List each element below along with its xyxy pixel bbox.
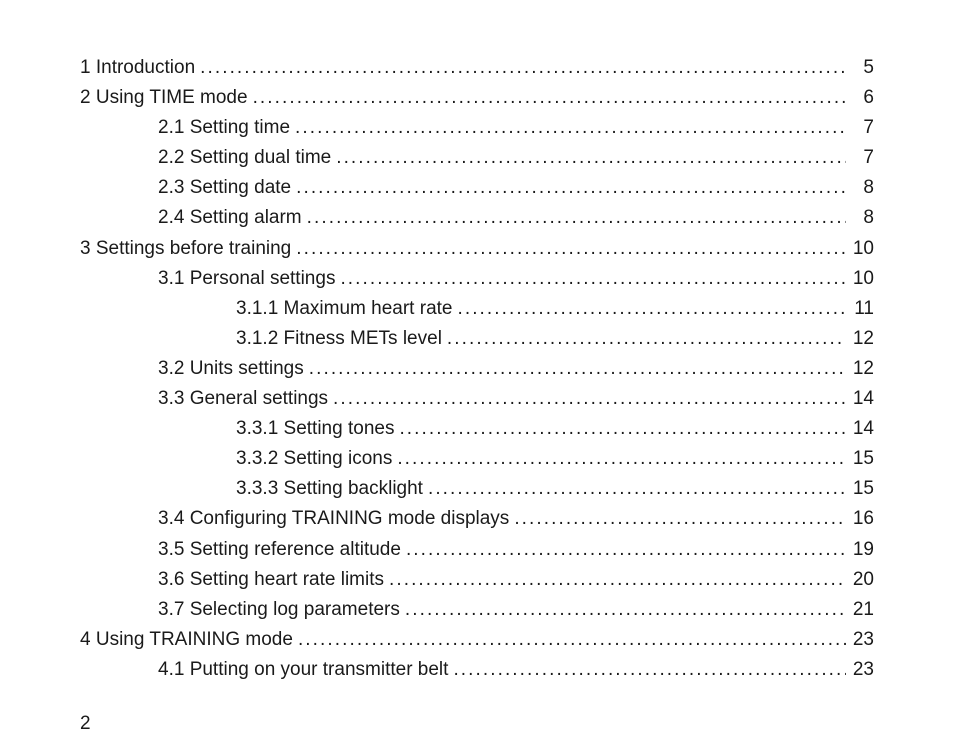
toc-dot-leader	[447, 324, 846, 354]
toc-entry-title: 3.3.3 Setting backlight	[236, 478, 423, 500]
toc-entry[interactable]	[80, 384, 874, 414]
toc-dot-leader	[428, 474, 846, 504]
toc-entry-page: 7	[863, 147, 874, 169]
toc-entry-title: 2.2 Setting dual time	[158, 147, 332, 169]
toc-entry[interactable]	[80, 504, 874, 534]
toc-entry-page: 23	[852, 628, 874, 650]
toc-dot-leader	[340, 264, 846, 294]
toc-entry-title: 4.1 Putting on your transmitter belt	[158, 658, 449, 680]
toc-entry[interactable]	[80, 113, 874, 143]
toc-entry-title: 3.7 Selecting log parameters	[158, 598, 400, 620]
toc-entry[interactable]	[80, 414, 874, 444]
toc-entry[interactable]	[80, 565, 874, 595]
toc-entry[interactable]	[80, 83, 874, 113]
toc-entry-page: 19	[852, 538, 874, 560]
toc-dot-leader	[453, 655, 846, 685]
toc-entry-title: 3.3.2 Setting icons	[236, 448, 393, 470]
toc-entry-title: 3.2 Units settings	[158, 357, 304, 379]
toc-entry-title: 2.1 Setting time	[158, 117, 291, 139]
toc-dot-leader	[309, 354, 846, 384]
toc-dot-leader	[200, 53, 846, 83]
toc-dot-leader	[514, 504, 846, 534]
toc-entry-page: 14	[852, 418, 874, 440]
toc-entry[interactable]	[80, 294, 874, 324]
toc-dot-leader	[296, 234, 846, 264]
table-of-contents	[80, 53, 874, 685]
toc-entry-title: 3.1.2 Fitness METs level	[236, 327, 442, 349]
toc-entry-page: 5	[863, 57, 874, 78]
toc-entry[interactable]	[80, 234, 874, 264]
toc-entry[interactable]	[80, 595, 874, 625]
toc-entry-title: 2.4 Setting alarm	[158, 207, 302, 229]
toc-entry-title: 3.3 General settings	[158, 388, 329, 410]
toc-entry[interactable]	[80, 173, 874, 203]
toc-dot-leader	[333, 384, 846, 414]
toc-entry-page: 21	[852, 598, 874, 620]
toc-entry-title: 3.3.1 Setting tones	[236, 418, 395, 440]
toc-entry-page: 15	[852, 448, 874, 470]
toc-entry-title: 3.4 Configuring TRAINING mode displays	[158, 508, 510, 530]
toc-entry-page: 10	[852, 267, 874, 289]
toc-entry-page: 15	[852, 478, 874, 500]
toc-dot-leader	[457, 294, 846, 324]
toc-entry[interactable]	[80, 444, 874, 474]
toc-entry[interactable]	[80, 203, 874, 233]
toc-dot-leader	[296, 173, 846, 203]
toc-dot-leader	[399, 414, 846, 444]
toc-dot-leader	[336, 143, 846, 173]
toc-entry-title: 3.6 Setting heart rate limits	[158, 568, 384, 590]
toc-dot-leader	[253, 83, 846, 113]
page-number: 2	[80, 713, 91, 734]
toc-entry-page: 8	[863, 207, 874, 229]
toc-dot-leader	[389, 565, 846, 595]
toc-dot-leader	[406, 535, 846, 565]
toc-entry-page: 11	[854, 297, 874, 319]
toc-entry[interactable]	[80, 625, 874, 655]
toc-entry-title: 3 Settings before training	[80, 237, 292, 259]
toc-entry-page: 12	[852, 357, 874, 379]
toc-entry-page: 20	[852, 568, 874, 590]
toc-entry-title: 2.3 Setting date	[158, 177, 292, 199]
toc-entry-page: 10	[852, 237, 874, 259]
toc-entry[interactable]	[80, 354, 874, 384]
toc-entry-page: 8	[863, 177, 874, 199]
toc-entry-page: 12	[852, 327, 874, 349]
toc-entry-title: 2 Using TIME mode	[80, 87, 248, 109]
toc-entry[interactable]	[80, 264, 874, 294]
toc-dot-leader	[298, 625, 846, 655]
toc-entry-title: 1 Introduction	[80, 57, 196, 78]
toc-dot-leader	[405, 595, 846, 625]
toc-entry[interactable]	[80, 655, 874, 685]
toc-entry-page: 16	[852, 508, 874, 530]
toc-entry-title: 3.5 Setting reference altitude	[158, 538, 401, 560]
toc-entry-page: 7	[863, 117, 874, 139]
toc-entry[interactable]	[80, 535, 874, 565]
toc-entry[interactable]	[80, 53, 874, 83]
toc-entry-page: 14	[852, 388, 874, 410]
toc-entry[interactable]	[80, 324, 874, 354]
toc-dot-leader	[397, 444, 846, 474]
toc-entry[interactable]	[80, 474, 874, 504]
toc-entry-title: 3.1 Personal settings	[158, 267, 336, 289]
toc-dot-leader	[307, 203, 846, 233]
toc-dot-leader	[295, 113, 846, 143]
toc-entry-title: 3.1.1 Maximum heart rate	[236, 297, 453, 319]
toc-entry-page: 6	[863, 87, 874, 109]
toc-entry-title: 4 Using TRAINING mode	[80, 628, 293, 650]
toc-entry-page: 23	[852, 658, 874, 680]
toc-entry[interactable]	[80, 143, 874, 173]
